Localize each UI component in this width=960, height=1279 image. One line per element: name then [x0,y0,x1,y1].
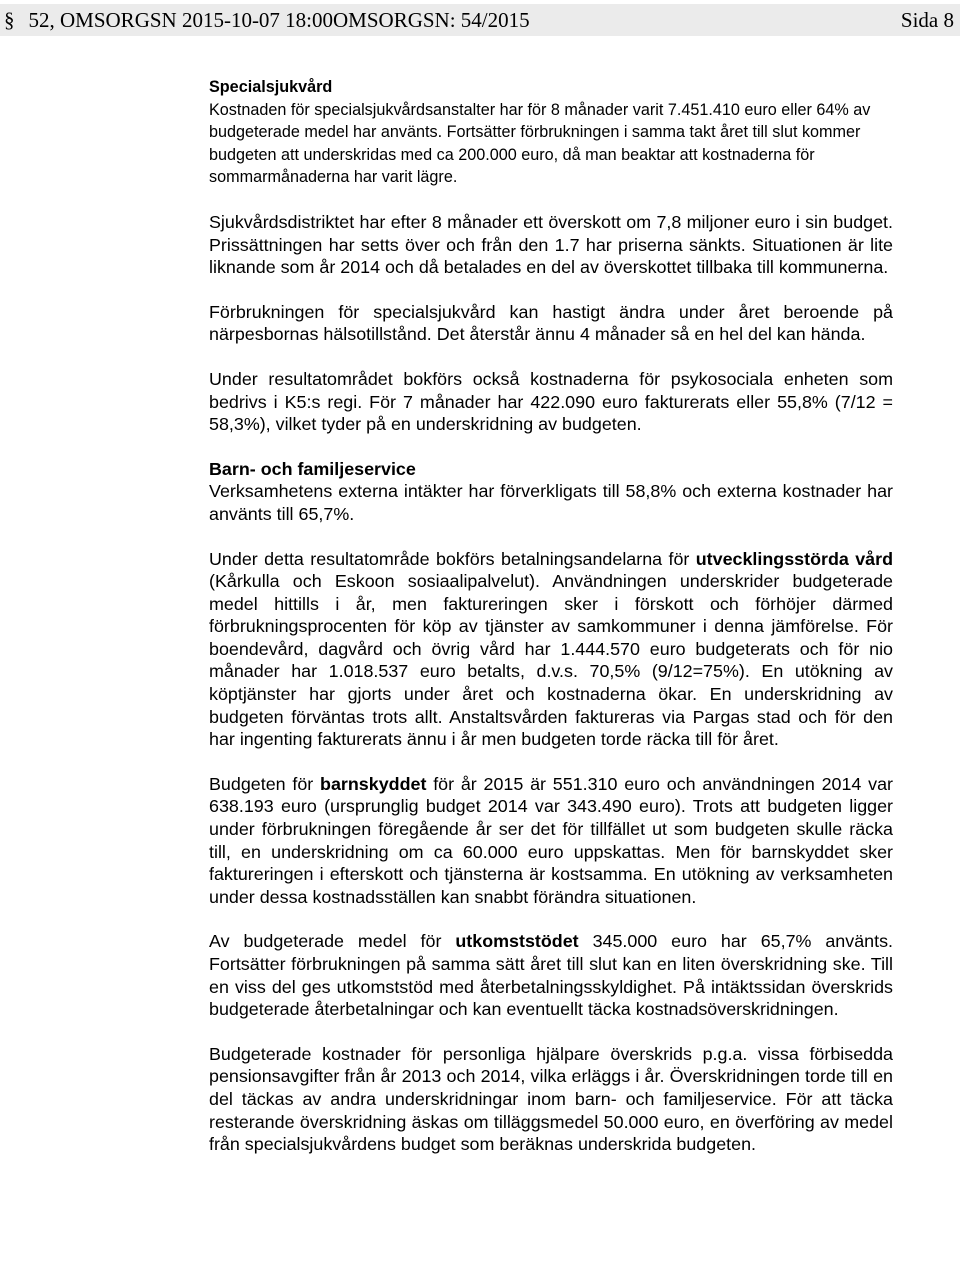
paragraph: Kostnaden för specialsjukvårdsanstalter har för 8 månader varit 7.451.410 euro eller 64% av budgeterade medel har använts. Fortsätter förbrukningen i samma takt året till slut kommer budgeten att underskridas med ca 200.000 euro, då man beaktar att kostnaderna för sommarmånaderna har varit lägre. [209,100,871,187]
section-heading: Specialsjukvård [209,78,333,96]
paragraph: Under detta resultatområde bokförs betalningsandelarna för utvecklingsstörda vård (Kårkulla och Eskoon sosiaalipalvelut). Användningen underskrider budgeterade medel hittills i år, men faktureringen sker i förskott och förhöjer därmed förbrukningsprocenten för köp av tjänster av samkommuner i denna jämförelse. För boendevård, dagvård och övrig vård har 1.444.570 euro budgeterats och för nio månader har 1.018.537 euro betalts, d.v.s. 70,5% (9/12=75%). En utökning av köptjänster har gjorts under året och kostnaderna ökar. En underskridning av budgeten förväntas trots allt. Anstaltsvården faktureras via Pargas stad och för den har ingenting fakturerats ännu i år men budgeten torde räcka till för året. [209,548,893,750]
header-title: 52, OMSORGSN 2015-10-07 18:00OMSORGSN: 54/2015 [28,8,530,32]
paragraph: Under resultatområdet bokförs också kostnaderna för psykosociala enheten som bedrivs i K5:s regi. För 7 månader har 422.090 euro fakturerats eller 55,8% (7/12 = 58,3%), vilket tyder på en underskridning av budgeten. [209,368,893,435]
paragraph: Av budgeterade medel för utkomststödet 345.000 euro har 65,7% använts. Fortsätter förbrukningen på samma sätt året till slut kan en liten överskridning ske. Till en viss del ges utkomststöd med återbetalningsskyldighet. På intäktssidan överskrids budgeterade återbetalningar och kan eventuellt täcka kostnadsöverskridningen. [209,931,893,1020]
bold-term: utvecklingsstörda vård [695,548,893,569]
section-heading: Barn- och familjeservice [209,458,416,479]
paragraph: Budgeten för barnskyddet för år 2015 är 551.310 euro och användningen 2014 var 638.193 euro (ursprunglig budget 2014 var 343.490 euro). Trots att budgeten ligger under förbrukningen föregående år ser det för tillfället ut som budgeten skulle räcka till, en underskridning om ca 60.000 euro uppskattas. Men för barnskyddet sker faktureringen i efterskott och tjänsterna är kostsamma. En utökning av verksamheten under dessa kostnadsställen kan snabbt förändra situationen. [209,773,893,907]
header-title-group [4,4,530,36]
document-body [209,76,893,1156]
section-specialsjukvard [209,76,893,189]
page-header [0,4,960,36]
paragraph: Verksamhetens externa intäkter har förverkligats till 58,8% och externa kostnader har använts till 65,7%. [209,481,893,524]
page-number: Sida 8 [900,8,954,32]
bold-term: utkomststödet [455,931,579,952]
paragraph: Budgeterade kostnader för personliga hjälpare överskrids p.g.a. vissa förbisedda pensionsavgifter från år 2013 och 2014, vilka erläggs i år. Överskridningen torde till en del täckas av andra underskridningar inom barn- och familjeservice. För att täcka resterande överskridning äskas om tilläggsmedel 50.000 euro, en överföring av medel från specialsjukvårdens budget som beräknas underskrida budgeten. [209,1043,893,1155]
paragraph: Förbrukningen för specialsjukvård kan hastigt ändra under året beroende på närpesbornas hälsotillstånd. Det återstår ännu 4 månader så en hel del kan hända. [209,301,893,345]
section-symbol: § [4,8,15,32]
bold-term: barnskyddet [320,773,427,794]
paragraph: Sjukvårdsdistriktet har efter 8 månader ett överskott om 7,8 miljoner euro i sin budget. Prissättningen har setts över och från den 1.7 har priserna sänkts. Situationen är lite liknande som år 2014 och då betalades en del av överskottet tillbaka till kommunerna. [209,211,893,278]
